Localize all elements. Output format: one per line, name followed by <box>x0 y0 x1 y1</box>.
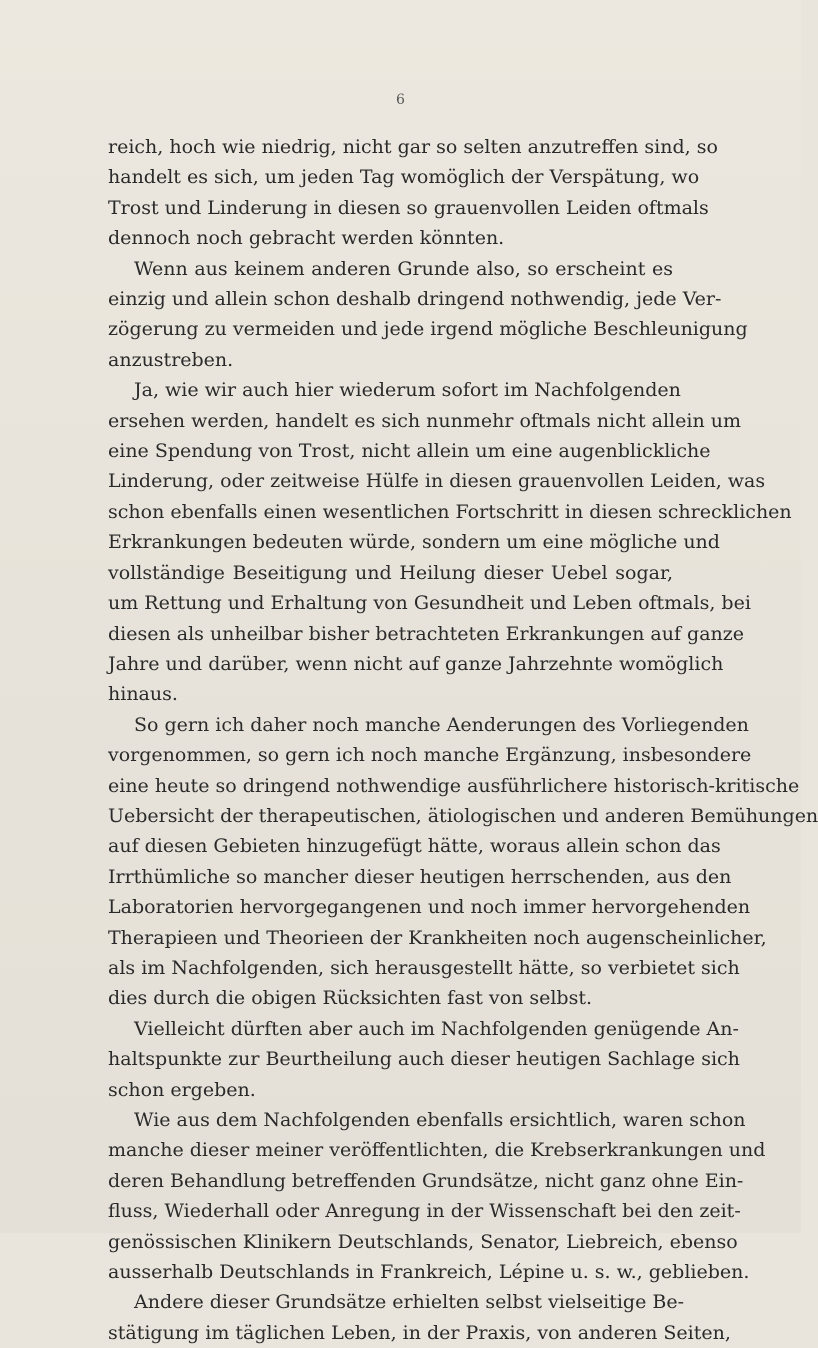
text-line: auf diesen Gebieten hinzugefügt hätte, woraus allein schon das <box>108 835 721 858</box>
text-line: manche dieser meiner veröffentlichten, die Krebserkrankungen und <box>108 1139 766 1162</box>
text-line: Irrthümliche so mancher dieser heutigen herrschenden, aus den <box>108 865 732 888</box>
text-line: Wenn aus keinem anderen Grunde also, so erscheint es <box>134 257 673 280</box>
text-line: genössischen Klinikern Deutschlands, Senator, Liebreich, ebenso <box>108 1230 738 1253</box>
text-line: schon ebenfalls einen wesentlichen Fortschritt in diesen schrecklichen <box>108 500 792 523</box>
text-line: zögerung zu vermeiden und jede irgend mögliche Beschleunigung <box>108 318 748 341</box>
text-line: Jahre und darüber, wenn nicht auf ganze Jahrzehnte womöglich <box>108 652 724 675</box>
text-line: stätigung im täglichen Leben, in der Praxis, von anderen Seiten, <box>108 1321 731 1344</box>
text-line: anzustreben. <box>108 348 234 371</box>
text-line: ersehen werden, handelt es sich nunmehr oftmals nicht allein um <box>108 409 741 432</box>
text-line: Laboratorien hervorgegangenen und noch immer hervorgehenden <box>108 896 751 919</box>
text-line: eine heute so dringend nothwendige ausführlichere historisch-kritische <box>108 774 800 797</box>
text-line: fluss, Wiederhall oder Anregung in der Wissenschaft bei den zeit- <box>108 1200 741 1223</box>
text-line: vorgenommen, so gern ich noch manche Ergänzung, insbesondere <box>108 744 752 767</box>
text-line: als im Nachfolgenden, sich herausgestellt hätte, so verbietet sich <box>108 956 740 979</box>
text-line: vollständige Beseitigung und Heilung dieser Uebel sogar, <box>108 561 673 584</box>
text-line: diesen als unheilbar bisher betrachteten Erkrankungen auf ganze <box>108 622 745 645</box>
page-number: 6 <box>396 92 405 108</box>
text-line: eine Spendung von Trost, nicht allein um eine augenblickliche <box>108 440 711 463</box>
text-line: reich, hoch wie niedrig, nicht gar so selten anzutreffen sind, so <box>108 136 718 158</box>
text-line: Trost und Linderung in diesen so grauenvollen Leiden oftmals <box>108 196 709 219</box>
text-line: Uebersicht der therapeutischen, ätiologischen und anderen Bemühungen <box>108 804 818 827</box>
text-line: schon ergeben. <box>108 1078 256 1101</box>
body-text <box>108 132 818 1348</box>
text-line: einzig und allein schon deshalb dringend nothwendig, jede Ver- <box>108 288 722 311</box>
text-line: Linderung, oder zeitweise Hülfe in diesen grauenvollen Leiden, was <box>108 470 766 493</box>
text-line: deren Behandlung betreffenden Grundsätze, nicht ganz ohne Ein- <box>108 1169 744 1192</box>
text-line: dies durch die obigen Rücksichten fast von selbst. <box>108 987 593 1010</box>
text-line: ausserhalb Deutschlands in Frankreich, Lépine u. s. w., geblieben. <box>108 1261 750 1284</box>
text-line: handelt es sich, um jeden Tag womöglich der Verspätung, wo <box>108 166 700 189</box>
text-line: Ja, wie wir auch hier wiederum sofort im Nachfolgenden <box>134 379 681 402</box>
text-line: Wie aus dem Nachfolgenden ebenfalls ersichtlich, waren schon <box>134 1109 746 1131</box>
text-line: haltspunkte zur Beurtheilung auch dieser heutigen Sachlage sich <box>108 1048 740 1071</box>
text-line: Therapieen und Theorieen der Krankheiten noch augenscheinlicher, <box>108 926 767 949</box>
text-line: hinaus. <box>108 683 178 706</box>
text-line: Erkrankungen bedeuten würde, sondern um eine mögliche und <box>108 531 720 554</box>
text-line: dennoch noch gebracht werden könnten. <box>108 227 505 250</box>
text-line: Vielleicht dürften aber auch im Nachfolgenden genügende An- <box>134 1017 739 1040</box>
text-line: Andere dieser Grundsätze erhielten selbst vielseitige Be- <box>134 1291 684 1314</box>
text-line: So gern ich daher noch manche Aenderungen des Vorliegenden <box>134 713 749 736</box>
text-line: um Rettung und Erhaltung von Gesundheit und Leben oftmals, bei <box>108 592 751 615</box>
